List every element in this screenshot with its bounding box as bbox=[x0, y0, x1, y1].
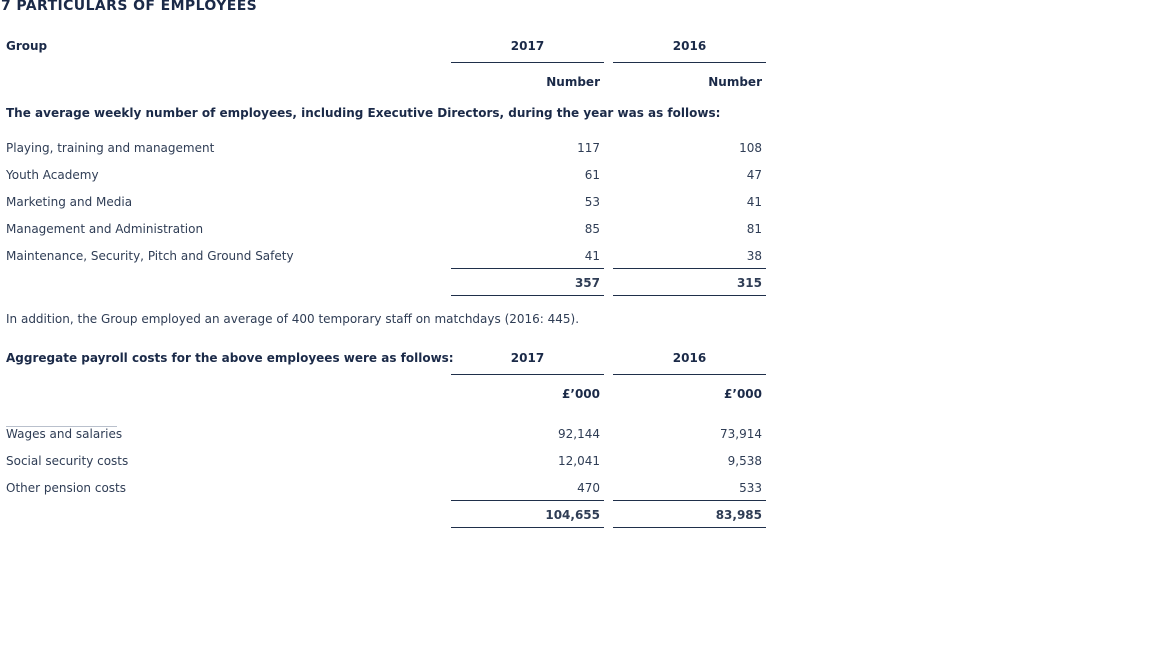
employee-row-current: 41 bbox=[584, 249, 600, 263]
payroll-row-prior: 533 bbox=[739, 481, 762, 495]
employee-row-prior: 38 bbox=[746, 249, 762, 263]
employee-row-prior: 81 bbox=[746, 222, 762, 236]
payroll-row-prior: 9,538 bbox=[727, 454, 762, 468]
total-rule-current bbox=[451, 295, 604, 296]
employees-total-current: 357 bbox=[574, 276, 600, 290]
unit-label-prior: Number bbox=[708, 75, 762, 89]
group-label: Group bbox=[6, 39, 48, 53]
payroll-total-rule-prior bbox=[613, 527, 766, 528]
payroll-unit-prior: £’000 bbox=[724, 387, 762, 401]
payroll-subtotal-rule-prior bbox=[613, 500, 766, 501]
employee-row-current: 85 bbox=[584, 222, 600, 236]
employee-row-current: 61 bbox=[584, 168, 600, 182]
payroll-header-rule-current bbox=[451, 374, 604, 375]
payroll-row-current: 92,144 bbox=[558, 427, 600, 441]
payroll-total-prior: 83,985 bbox=[715, 508, 762, 522]
payroll-row-label: Social security costs bbox=[6, 454, 129, 468]
payroll-intro: Aggregate payroll costs for the above employees were as follows: bbox=[6, 351, 454, 365]
payroll-row-label: Wages and salaries bbox=[6, 427, 123, 441]
payroll-total-rule-current bbox=[451, 527, 604, 528]
employee-row-label: Playing, training and management bbox=[6, 141, 215, 155]
employee-row-label: Maintenance, Security, Pitch and Ground Safety bbox=[6, 249, 294, 263]
payroll-year-prior: 2016 bbox=[672, 351, 707, 365]
employee-row-prior: 47 bbox=[746, 168, 762, 182]
column-year-prior: 2016 bbox=[672, 39, 707, 53]
employee-row-label: Marketing and Media bbox=[6, 195, 133, 209]
employees-intro: The average weekly number of employees, including Executive Directors, during the year was as follows: bbox=[6, 106, 721, 120]
unit-label-current: Number bbox=[546, 75, 600, 89]
employee-row-label: Youth Academy bbox=[6, 168, 99, 182]
header-rule-prior bbox=[613, 62, 766, 63]
payroll-row-current: 470 bbox=[577, 481, 600, 495]
employee-row-current: 117 bbox=[577, 141, 600, 155]
payroll-row-label: Other pension costs bbox=[6, 481, 126, 495]
employee-row-current: 53 bbox=[584, 195, 600, 209]
payroll-total-current: 104,655 bbox=[545, 508, 600, 522]
payroll-row-current: 12,041 bbox=[558, 454, 600, 468]
payroll-unit-current: £’000 bbox=[562, 387, 600, 401]
payroll-subtotal-rule-current bbox=[451, 500, 604, 501]
employee-row-label: Management and Administration bbox=[6, 222, 204, 236]
header-rule-current bbox=[451, 62, 604, 63]
employee-row-prior: 108 bbox=[739, 141, 762, 155]
total-rule-prior bbox=[613, 295, 766, 296]
payroll-header-rule-prior bbox=[613, 374, 766, 375]
subtotal-rule-current bbox=[451, 268, 604, 269]
employee-row-prior: 41 bbox=[746, 195, 762, 209]
section-title: 7 PARTICULARS OF EMPLOYEES bbox=[1, 0, 258, 14]
payroll-year-current: 2017 bbox=[510, 351, 545, 365]
employees-total-prior: 315 bbox=[736, 276, 762, 290]
payroll-row-prior: 73,914 bbox=[720, 427, 762, 441]
column-year-current: 2017 bbox=[510, 39, 545, 53]
temporary-staff-note: In addition, the Group employed an average of 400 temporary staff on matchdays (2016: 445). bbox=[6, 312, 580, 326]
subtotal-rule-prior bbox=[613, 268, 766, 269]
